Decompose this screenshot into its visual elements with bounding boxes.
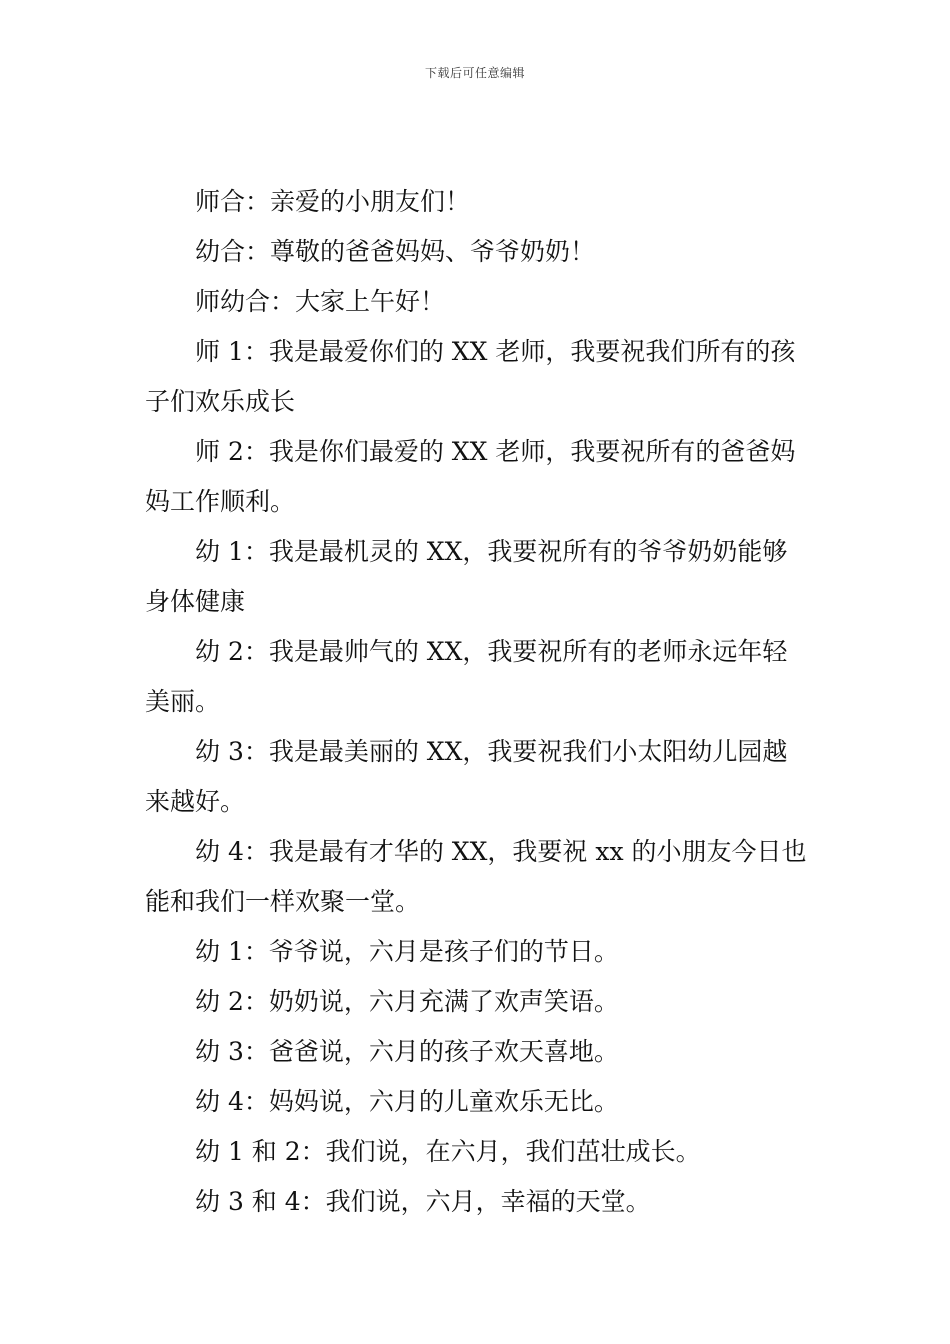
paragraph: 幼 4：我是最有才华的 XX，我要祝 xx 的小朋友今日也能和我们一样欢聚一堂。 (145, 837, 807, 916)
paragraph: 幼 4：妈妈说，六月的儿童欢乐无比。 (195, 1087, 619, 1116)
paragraph: 幼 1：我是最机灵的 XX，我要祝所有的爷爷奶奶能够身体健康 (145, 537, 788, 616)
paragraph: 师幼合：大家上午好！ (195, 287, 446, 316)
paragraph: 幼 3：爸爸说，六月的孩子欢天喜地。 (195, 1037, 619, 1066)
paragraph: 师合：亲爱的小朋友们！ (195, 187, 471, 216)
page-header: 下载后可任意编辑 (424, 66, 525, 80)
paragraph: 师 1：我是最爱你们的 XX 老师，我要祝我们所有的孩子们欢乐成长 (145, 337, 796, 416)
paragraph: 幼 2：奶奶说，六月充满了欢声笑语。 (195, 987, 619, 1016)
paragraph: 幼 1：爷爷说，六月是孩子们的节日。 (195, 937, 619, 966)
paragraph: 师 2：我是你们最爱的 XX 老师，我要祝所有的爸爸妈妈工作顺利。 (145, 437, 796, 516)
paragraph: 幼 2：我是最帅气的 XX，我要祝所有的老师永远年轻美丽。 (145, 637, 788, 716)
document-body (145, 177, 807, 1227)
paragraph: 幼 1 和 2：我们说，在六月，我们茁壮成长。 (195, 1137, 701, 1166)
paragraph: 幼 3：我是最美丽的 XX，我要祝我们小太阳幼儿园越来越好。 (145, 737, 788, 816)
paragraph: 幼 3 和 4：我们说，六月，幸福的天堂。 (195, 1187, 651, 1216)
paragraph: 幼合：尊敬的爸爸妈妈、爷爷奶奶！ (195, 237, 596, 266)
